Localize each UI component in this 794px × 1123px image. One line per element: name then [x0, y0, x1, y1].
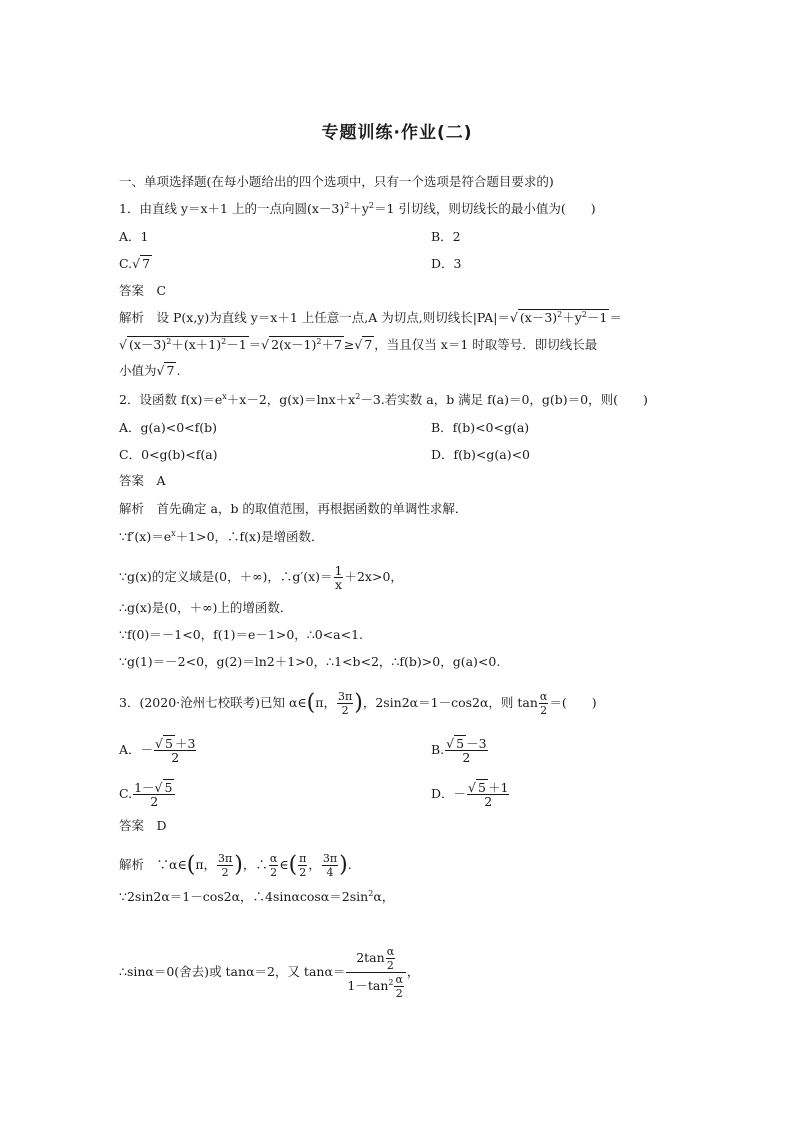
q2-option-b: B．f(b)<0<g(a) [431, 420, 530, 435]
q3-option-b: B. $\frac{√ 5 -3}{2}$ [431, 736, 487, 765]
q2-analysis-line-2: $\because f'(x)=e^x+1>0$，∴f(x)是增函数． [119, 528, 324, 544]
q1-option-c: C.√ 7 [119, 256, 151, 271]
q2-option-c: C．0<g(b)<f(a) [119, 447, 218, 462]
q3-analysis-line-3: ∴sinα＝0(舍去)或 tanα＝2，又 tanα＝ 2tan $\frac{\alpha}{2}$ $1-\tan^2$ $\frac{\alpha}{2}$ ， [119, 945, 420, 1000]
q2-stem: 2．设函数 $f(x)=e^x+x-2$，$g(x)=\ln x+x^2-3$.若实数 a，b 满足 f(a)＝0，g(b)＝0，则( ) [119, 391, 648, 407]
section-heading: 一、单项选择题(在每小题给出的四个选项中，只有一个选项是符合题目要求的) [119, 174, 554, 189]
q1-option-d: D．3 [431, 256, 462, 271]
q2-analysis-line-1: 解析 首先确定 a，b 的取值范围，再根据函数的单调性求解． [119, 501, 468, 516]
q1-stem: 1．由直线 y＝x＋1 上的一点向圆$(x-3)^2+y^2=1$ 引切线，则切线长的最小值为( ) [119, 200, 596, 216]
q2-analysis-line-3: ∵g(x)的定义域是(0，＋∞)，∴g′(x)＝ $\frac{1}{x}$ ＋2x>0， [119, 563, 403, 592]
q2-answer: 答案 A [119, 473, 166, 488]
q3-option-a: A．－ $\frac{√ 5 +3}{2}$ [119, 736, 196, 765]
q1-analysis-line-2: √ $(x-3)^2+(x+1)^2-1$ ＝√ $2(x-1)^2+7$ ≥√ 7 ，当且仅当 x＝1 时取等号．即切线长最 [119, 336, 598, 352]
q3-analysis-line-2: ∵2sin2α＝1－cos2α，$\therefore 4\sin\alpha\cos\alpha=2\sin^2\alpha$， [119, 888, 395, 904]
page-title: 专题训练·作业(二) [321, 123, 473, 143]
q3-analysis-line-1: 解析 ∵α∈(π， $\frac{3\pi}{2}$ )，∴ $\frac{\alpha}{2}$ ∈( $\frac{\pi}{2}$ ， $\frac{3\pi}{4}$ ). [119, 852, 352, 879]
q2-analysis-line-5: ∵f(0)＝－1<0，f(1)＝e－1>0，∴0<a<1. [119, 627, 364, 642]
q1-answer: 答案 C [119, 283, 167, 298]
q3-stem: 3．(2020·沧州七校联考)已知 α∈(π， $\frac{3\pi}{2}$ )，2sin2α＝1－cos2α，则 tan $\frac{\alpha}{2}$ ＝( ) [119, 690, 597, 717]
q2-option-d: D．f(b)<g(a)<0 [431, 447, 531, 462]
q3-answer: 答案 D [119, 818, 167, 833]
q3-option-d: D．－ $\frac{√ 5 +1}{2}$ [431, 780, 509, 809]
q1-option-b: B．2 [431, 229, 461, 244]
q2-option-a: A．g(a)<0<f(b) [119, 420, 218, 435]
q1-option-a: A．1 [119, 229, 149, 244]
q1-analysis-line-3: 小值为√ 7 . [119, 363, 181, 378]
q2-analysis-line-6: ∵g(1)＝－2<0，g(2)＝ln2＋1>0，∴1<b<2，∴f(b)>0，g(a)<0. [119, 654, 501, 669]
q2-analysis-line-4: ∴g(x)是(0，＋∞)上的增函数． [119, 600, 293, 615]
q1-analysis-line-1: 解析 设 P(x,y)为直线 y＝x＋1 上任意一点,A 为切点,则切线长|PA|＝√ $(x-3)^2+y^2-1$ ＝ [119, 309, 622, 325]
q3-option-c: C. $\frac{1-√ 5}{2}$ [119, 781, 176, 808]
